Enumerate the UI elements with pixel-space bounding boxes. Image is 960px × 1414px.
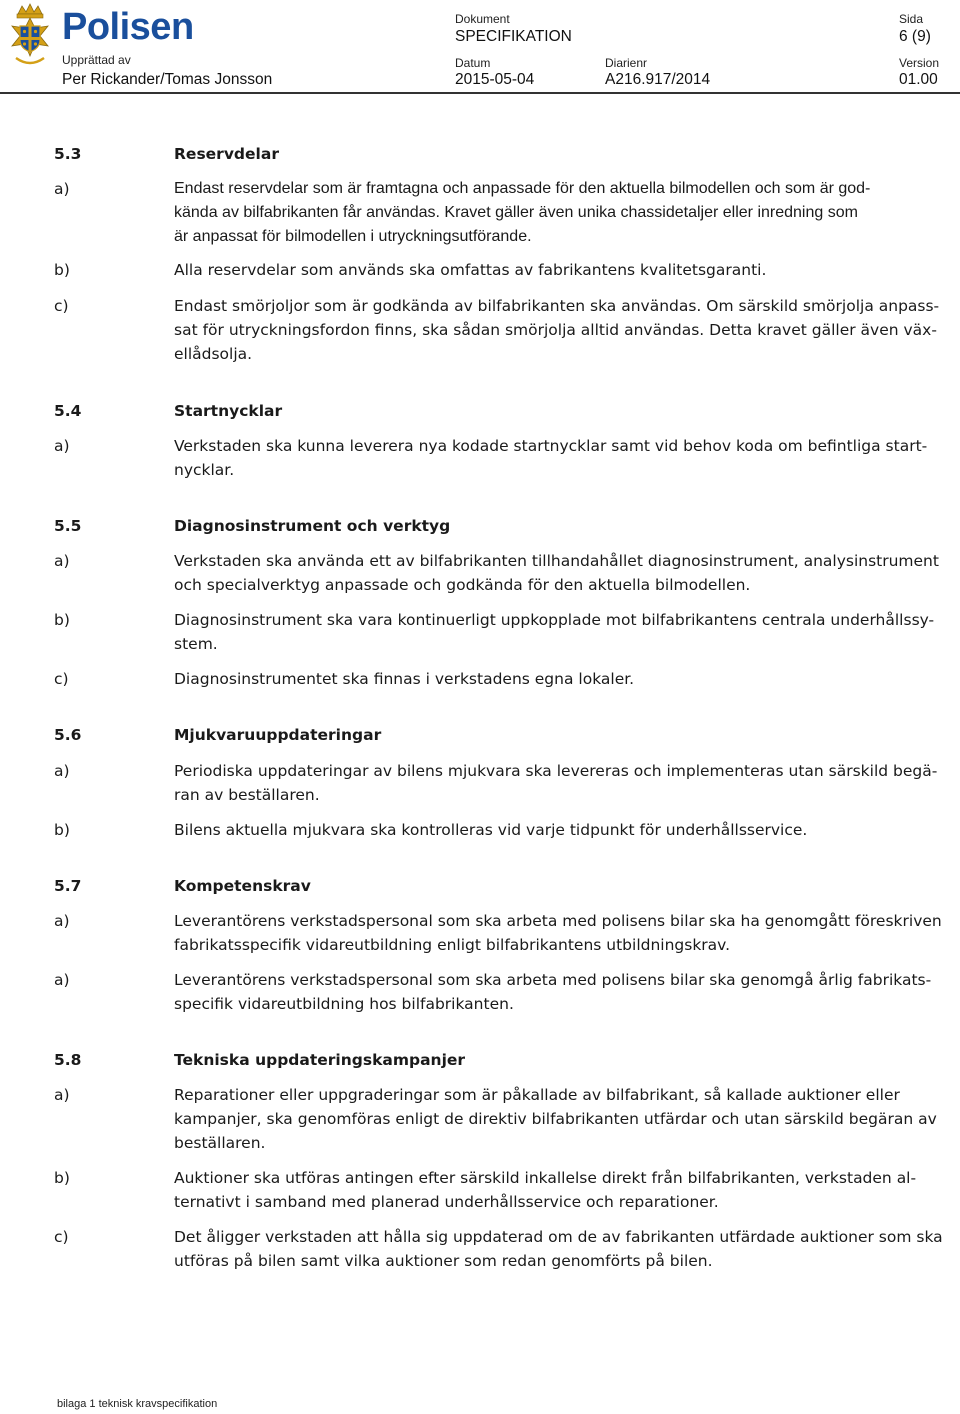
section-title-reservdelar: Reservdelar: [174, 145, 279, 163]
item-text: Periodiska uppdateringar av bilens mjukvara ska levereras och implementeras utan särskild begä- ran av beställaren.: [174, 762, 938, 804]
section-number: 5.6: [54, 726, 82, 744]
item-label: a): [54, 762, 70, 780]
diarienr-label: Diarienr: [605, 56, 648, 70]
item-text: Verkstaden ska kunna leverera nya kodade startnycklar samt vid behov koda om befintliga start- nycklar.: [174, 437, 928, 479]
polisen-logo-text: Polisen: [62, 6, 194, 48]
item-text: Endast reservdelar som är framtagna och anpassade för den aktuella bilmodellen och som är god- kända av bilfabrikanten får användas. Kravet gäller även unika chassidetaljer eller inredning som är anpassat för bilmodellen i utryckningsutförande.: [174, 180, 871, 245]
footer-text: bilaga 1 teknisk kravspecifikation: [57, 1398, 218, 1410]
section-title-startnycklar: Startnycklar: [174, 402, 283, 420]
diarienr-value: A216.917/2014: [605, 71, 711, 88]
item-label: a): [54, 552, 70, 570]
item-label: a): [54, 437, 70, 455]
dokument-value: SPECIFIKATION: [455, 28, 572, 45]
item-text: Alla reservdelar som används ska omfattas av fabrikantens kvalitetsgaranti.: [174, 261, 767, 279]
dokument-label: Dokument: [455, 12, 510, 26]
sida-label: Sida: [899, 12, 924, 26]
version-value: 01.00: [899, 71, 938, 88]
item-text: Diagnosinstrument ska vara kontinuerligt uppkopplade mot bilfabrikantens centrala underhållssy- stem.: [174, 611, 935, 653]
item-label: a): [54, 912, 70, 930]
item-label: a): [54, 180, 70, 198]
section-title-diagnosinstrument: Diagnosinstrument och verktyg: [174, 517, 451, 535]
item-label: a): [54, 971, 70, 989]
sida-value: 6 (9): [899, 28, 931, 45]
item-label: b): [54, 611, 70, 629]
item-text: Auktioner ska utföras antingen efter särskild inkallelse direkt från bilfabrikanten, verkstaden al- ternativt i samband med planerad underhållsservice och reparationer.: [174, 1169, 917, 1211]
datum-label: Datum: [455, 56, 491, 70]
item-text: Leverantörens verkstadspersonal som ska arbeta med polisens bilar ska genomgå årlig fabrikats- specifik vidareutbildning hos bilfabrikanten.: [174, 971, 932, 1013]
item-label: c): [54, 1228, 69, 1246]
section-title-kompetenskrav: Kompetenskrav: [174, 877, 311, 895]
item-text: Diagnosinstrumentet ska finnas i verkstadens egna lokaler.: [174, 670, 635, 688]
item-label: c): [54, 297, 69, 315]
upprattad-value: Per Rickander/Tomas Jonsson: [62, 71, 273, 88]
document-header: [0, 0, 960, 94]
section-number: 5.5: [54, 517, 82, 535]
section-number: 5.3: [54, 145, 82, 163]
datum-value: 2015-05-04: [455, 71, 535, 88]
section-title-tekniska-uppdateringskampanjer: Tekniska uppdateringskampanjer: [174, 1051, 466, 1069]
section-number: 5.4: [54, 402, 82, 420]
upprattad-label: Upprättad av: [62, 53, 131, 67]
item-text: Endast smörjoljor som är godkända av bilfabrikanten ska användas. Om särskild smörjolja anpass- sat för utryckningsfordon finns, ska sådan smörjolja alltid användas. Detta kravet gäller även väx- ellådsolja.: [174, 297, 940, 363]
section-number: 5.8: [54, 1051, 82, 1069]
item-text: Bilens aktuella mjukvara ska kontrolleras vid varje tidpunkt för underhållsservice.: [174, 821, 808, 839]
item-text: Verkstaden ska använda ett av bilfabrikanten tillhandahållet diagnosinstrument, analysinstrument och specialverktyg anpassade och godkända för den aktuella bilmodellen.: [174, 552, 939, 594]
item-text: Det åligger verkstaden att hålla sig uppdaterad om de av fabrikanten utfärdade auktioner som ska utföras på bilen samt vilka auktioner som redan genomförts på bilen.: [174, 1228, 943, 1270]
header-divider: [0, 92, 960, 94]
section-number: 5.7: [54, 877, 82, 895]
item-label: a): [54, 1086, 70, 1104]
version-label: Version: [899, 56, 940, 70]
item-label: b): [54, 261, 70, 279]
item-label: c): [54, 670, 69, 688]
section-title-mjukvaruuppdateringar: Mjukvaruuppdateringar: [174, 726, 382, 744]
item-label: b): [54, 1169, 70, 1187]
item-text: Reparationer eller uppgraderingar som är påkallade av bilfabrikant, så kallade auktioner eller kampanjer, ska genomföras enligt de direktiv bilfabrikanten utfärdar och utan särskild begäran av beställaren.: [174, 1086, 937, 1152]
item-label: b): [54, 821, 70, 839]
item-text: Leverantörens verkstadspersonal som ska arbeta med polisens bilar ska ha genomgått föreskriven fabrikatsspecifik vidareutbildning enligt bilfabrikantens utbildningskrav.: [174, 912, 942, 954]
police-emblem-icon: [4, 2, 56, 70]
